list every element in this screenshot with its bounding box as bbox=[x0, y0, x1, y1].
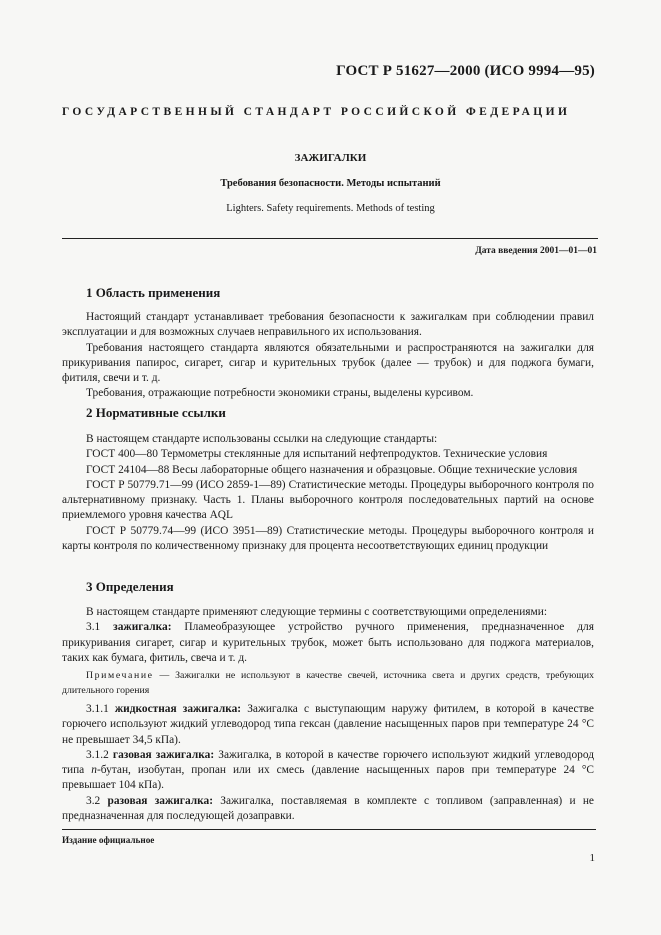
definition-term: разовая зажигалка: bbox=[107, 794, 214, 807]
section-references-body bbox=[62, 432, 594, 554]
header-divider bbox=[62, 238, 598, 239]
state-standard-banner: ГОСУДАРСТВЕННЫЙ СТАНДАРТ РОССИЙСКОЙ ФЕДЕРАЦИИ bbox=[62, 106, 571, 118]
note-label: Примечание bbox=[86, 670, 154, 681]
note-block bbox=[62, 669, 594, 698]
definition-text: Зажигалка, поставляемая в комплекте с топливом (заправленная) и не предназначенная для последующей дозаправки. bbox=[62, 794, 594, 823]
definition-number: 3.1.1 bbox=[86, 703, 109, 715]
section-heading-references: 2 Нормативные ссылки bbox=[86, 405, 226, 420]
definition-3-1 bbox=[62, 620, 594, 666]
paragraph: Требования настоящего стандарта являются обязательными и распространяются на зажигалки для прикуривания папирос, сигарет, сигар и курительных трубок (далее — трубок) и для поджога бумаги, фитиля, свечи и т. д. bbox=[62, 341, 594, 385]
paragraph: В настоящем стандарте применяют следующие термины с соответствующими определениями: bbox=[86, 606, 548, 618]
english-title: Lighters. Safety requirements. Methods of testing bbox=[226, 203, 435, 214]
document-subtitle: Требования безопасности. Методы испытаний bbox=[220, 178, 441, 189]
page-number: 1 bbox=[589, 852, 595, 864]
introduction-date: Дата введения 2001—01—01 bbox=[475, 246, 597, 256]
definition-number: 3.1 bbox=[86, 621, 101, 634]
definition-italic: n bbox=[91, 764, 97, 777]
definition-term: жидкостная зажигалка: bbox=[114, 703, 242, 715]
definition-number: 3.2 bbox=[86, 794, 101, 807]
definition-3-1-2 bbox=[62, 748, 594, 794]
document-code: ГОСТ Р 51627—2000 (ИСО 9994—95) bbox=[336, 63, 595, 79]
definition-text: -бутан, изобутан, пропан или их смесь (давление насыщенных паров при температуре 24 °С превышает 104 кПа). bbox=[62, 764, 594, 792]
reference-item: ГОСТ Р 50779.74—99 (ИСО 3951—89) Статистические методы. Процедуры выборочного контроля и карты контроля по количественному признаку для процента несоответствующих единиц продукции bbox=[62, 524, 594, 553]
note-text: — Зажигалки не используют в качестве свечей, источника света и других средств, требующих длительного горения bbox=[62, 670, 594, 696]
definition-text: Зажигалка с выступающим наружу фитилем, в которой в качестве горючего используют жидкий углеводород типа гексан (давление насыщенных паров при температуре 24 °С не превышает 34,5 кПа). bbox=[62, 703, 594, 746]
section-definitions-body-cont bbox=[62, 702, 594, 824]
paragraph: Настоящий стандарт устанавливает требования безопасности к зажигалкам при соблюдении правил эксплуатации и для возможных случаев неправильного их использования. bbox=[62, 311, 594, 339]
section-heading-scope: 1 Область применения bbox=[86, 285, 221, 300]
footer-divider bbox=[62, 829, 596, 830]
section-scope-body bbox=[62, 310, 594, 402]
paragraph: Требования, отражающие потребности экономики страны, выделены курсивом. bbox=[86, 387, 474, 400]
reference-item: ГОСТ Р 50779.71—99 (ИСО 2859-1—89) Статистические методы. Процедуры выборочного контроля по альтернативному признаку. Часть 1. Планы выборочного контроля последовательных партий на основе приемлемого уровня качества AQL bbox=[62, 478, 594, 522]
definition-3-2 bbox=[62, 794, 594, 825]
section-heading-definitions: 3 Определения bbox=[86, 579, 174, 594]
paragraph: В настоящем стандарте использованы ссылки на следующие стандарты: bbox=[86, 433, 438, 445]
definition-3-1-1 bbox=[62, 702, 594, 748]
reference-item: ГОСТ 24104—88 Весы лабораторные общего назначения и образцовые. Общие технические условия bbox=[86, 463, 578, 476]
definition-term: зажигалка: bbox=[113, 621, 172, 634]
definition-text: Зажигалка, в которой в качестве горючего используют жидкий углеводород типа bbox=[62, 748, 594, 777]
section-definitions-body bbox=[62, 605, 594, 666]
definition-term: газовая зажигалка: bbox=[112, 748, 215, 761]
document-title: ЗАЖИГАЛКИ bbox=[294, 152, 367, 164]
reference-item: ГОСТ 400—80 Термометры стеклянные для испытаний нефтепродуктов. Технические условия bbox=[86, 448, 548, 461]
definition-text: Пламеобразующее устройство ручного применения, предназначенное для прикуривания сигарет, сигар и курительных трубок, может быть использовано для поджога материалов, таких как бумага, фитиль, свеча и т. д. bbox=[62, 621, 594, 664]
definition-number: 3.1.2 bbox=[86, 748, 109, 761]
edition-label: Издание официальное bbox=[62, 835, 155, 845]
